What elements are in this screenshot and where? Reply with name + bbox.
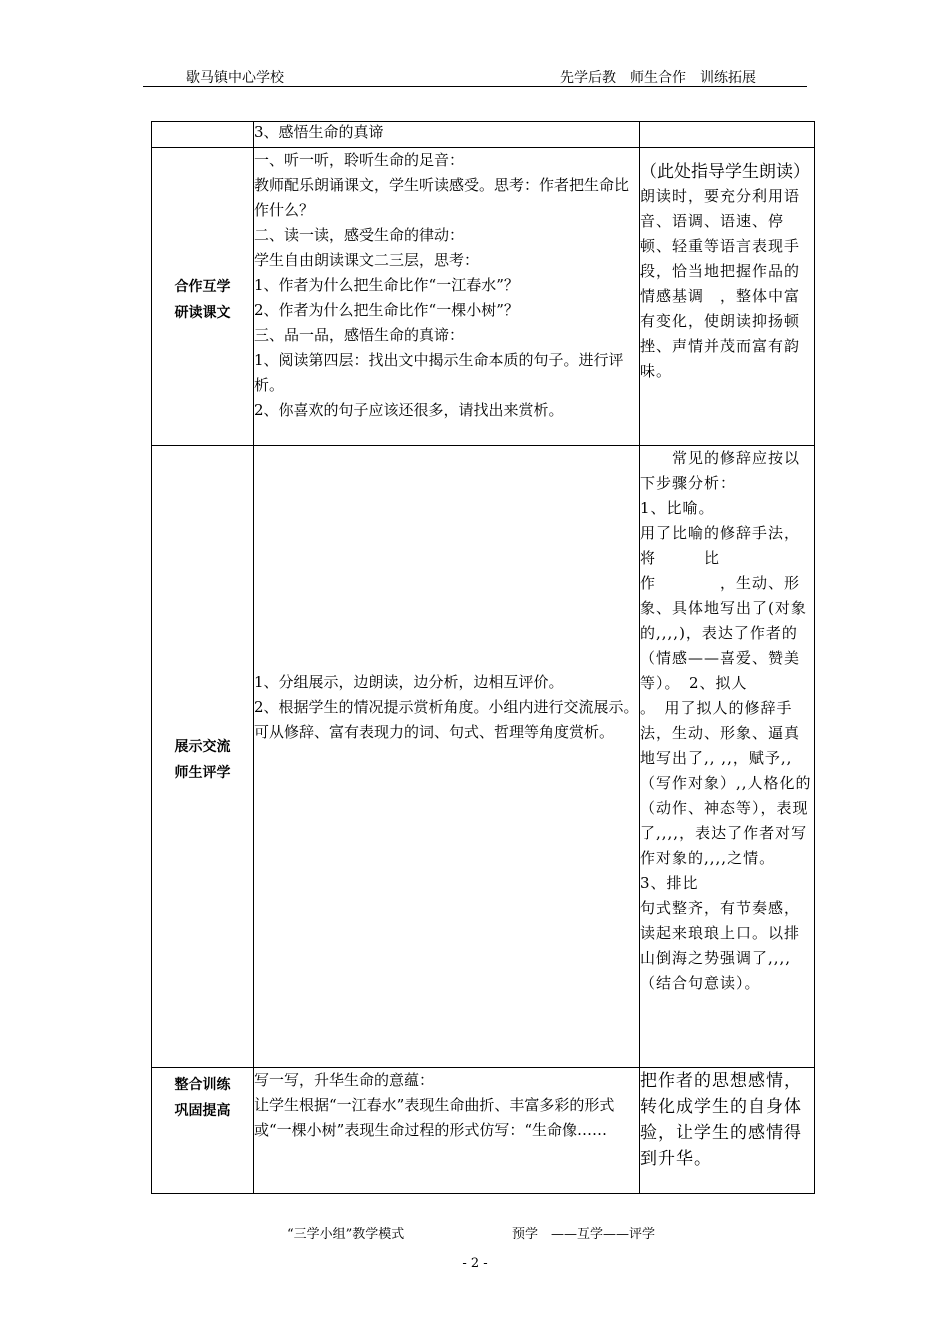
table-row [152, 1068, 815, 1194]
rhetoric-item: 用了比喻的修辞手法，将 比作 ，生动、形象、具体地写出了(对象的,,,,)，表达了作者的（情感——喜爱、赞美等）。 2、拟人 [640, 524, 807, 692]
guidance-cell [640, 148, 815, 446]
activity-cell [254, 1068, 640, 1194]
activity-line: 一、听一听，聆听生命的足音： [254, 151, 465, 169]
activity-line: 学生自由朗读课文二三层，思考： [254, 251, 480, 269]
stage-label-cell [152, 148, 254, 446]
table-row [152, 446, 815, 1068]
stage-label-line1: 整合训练 [174, 1077, 231, 1093]
rhetoric-item: 3、排比 [640, 874, 699, 892]
activity-line: 1、阅读第四层：找出文中揭示生命本质的句子。进行评析。 [254, 351, 624, 394]
activity-line: 教师配乐朗诵课文，学生听读感受。思考：作者把生命比作什么？ [254, 176, 630, 219]
stage-label-cell [152, 446, 254, 1068]
activity-line: 2、你喜欢的句子应该还很多，请找出来赏析。 [254, 401, 564, 419]
activity-cell [254, 122, 640, 148]
activity-line: 让学生根据“一江春水”表现生命曲折、丰富多彩的形式或“一棵小树”表现生命过程的形式仿写：“生命像…… [254, 1096, 615, 1139]
activity-line: 1、分组展示，边朗读，边分析，边相互评价。 [254, 673, 564, 691]
activity-line: 2、作者为什么把生命比作“一棵小树”？ [254, 301, 519, 319]
stage-label-line1: 展示交流 [174, 739, 231, 755]
activity-line: 三、品一品，感悟生命的真谛： [254, 326, 465, 344]
guidance-heading: （此处指导学生朗读） [640, 162, 810, 182]
table-row [152, 122, 815, 148]
stage-label-line1: 合作互学 [174, 279, 231, 295]
rhetoric-item: 。 用了拟人的修辞手法，生动、形象、逼真地写出了,, ,,，赋予,,（写作对象）,,人格化的（动作、神态等），表现了,,,,，表达了作者对写作对象的,,,,之情。 [640, 699, 812, 867]
guidance-text: 朗读时，要充分利用语音、语调、语速、停顿、轻重等语言表现手段，恰当地把握作品的情感基调 ，整体中富有变化，使朗读抑扬顿挫、声情并茂而富有韵味。 [640, 187, 801, 380]
activity-line: 1、作者为什么把生命比作“一江春水”？ [254, 276, 519, 294]
guidance-cell [640, 446, 815, 1068]
footer-flow: 预学 ——互学——评学 [512, 1227, 656, 1242]
guidance-text: 把作者的思想感情，转化成学生的自身体验，让学生的感情得到升华。 [640, 1071, 802, 1169]
activity-cell [254, 148, 640, 446]
stage-label-line2: 巩固提高 [174, 1103, 231, 1119]
rhetoric-item: 1、比喻。 [640, 499, 715, 517]
page-number: - 2 - [462, 1256, 488, 1271]
footer-mode: “三学小组”教学模式 [287, 1227, 405, 1242]
stage-label-line2: 研读课文 [174, 305, 231, 321]
stage-label-cell [152, 122, 254, 148]
lesson-plan-table [151, 121, 815, 1194]
activity-line: 写一写，升华生命的意蕴： [254, 1071, 435, 1089]
activity-text: 3、感悟生命的真谛 [254, 123, 384, 141]
stage-label-line2: 师生评学 [174, 765, 231, 781]
school-name: 歇马镇中心学校 [186, 70, 284, 86]
guidance-cell [640, 122, 815, 148]
rhetoric-intro: 常见的修辞应按以下步骤分析： [640, 449, 801, 492]
activity-line: 可从修辞、富有表现力的词、句式、哲理等角度赏析。 [254, 723, 615, 741]
activity-line: 二、读一读，感受生命的律动： [254, 226, 465, 244]
header-rule [143, 86, 807, 87]
table-row [152, 148, 815, 446]
rhetoric-item: 句式整齐，有节奏感，读起来琅琅上口。以排山倒海之势强调了,,,,（结合句意读）。 [640, 899, 801, 992]
header-motto: 先学后教 师生合作 训练拓展 [560, 70, 756, 86]
activity-cell [254, 446, 640, 1068]
guidance-cell [640, 1068, 815, 1194]
activity-line: 2、根据学生的情况提示赏析角度。小组内进行交流展示。 [254, 698, 639, 716]
stage-label-cell [152, 1068, 254, 1194]
